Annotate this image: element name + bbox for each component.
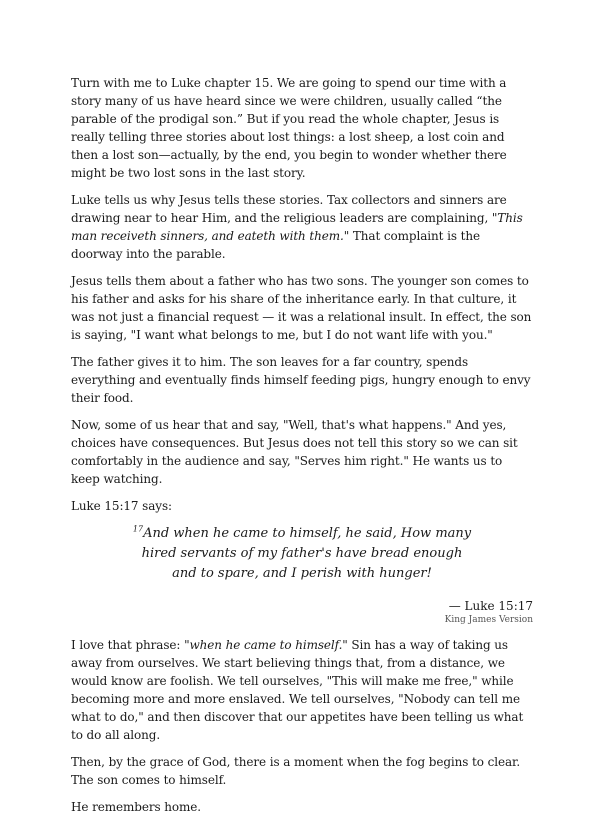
paragraph-verse-intro: Luke 15:17 says: (71, 499, 172, 513)
inline-quote: "This man receiveth sinners, and eateth with them." (71, 211, 523, 243)
paragraph-came-to-himself-text: I love that phrase: (71, 638, 185, 652)
inline-phrase-quote: "when he came to himself." (184, 638, 348, 652)
verse-reference: — Luke 15:17 (448, 599, 533, 613)
scripture-quote (71, 524, 533, 584)
paragraph-context-tail: That complaint is the doorway into the parable. (71, 229, 480, 261)
paragraph-far-country: The father gives it to him. The son leaves for a far country, spends everything and eventually finds himself feeding pigs, hungry enough to envy their food. (71, 355, 531, 405)
paragraph-home: He remembers home. (71, 800, 202, 814)
document-body (71, 74, 533, 825)
paragraph-context-text: Luke tells us why Jesus tells these stories. Tax collectors and sinners are drawing near to hear Him, and the religious leaders are complaining, (71, 193, 507, 225)
paragraph-two-sons: Jesus tells them about a father who has two sons. The younger son comes to his father and asks for his share of the inheritance early. In that culture, it was not just a financial request — it was a relational insult. In effect, the son is saying, "I want what belongs to me, but I do not want life with you." (71, 274, 532, 342)
paragraph-intro: Turn with me to Luke chapter 15. We are going to spend our time with a story many of us have heard since we were children, usually called “the parable of the prodigal son.” But if you read the whole chapter, Jesus is really telling three stories about lost things: a lost sheep, a lost coin and then a lost son—actually, by the end, you begin to wonder whether there might be two lost sons in the last story. (71, 76, 507, 180)
paragraph-came-to-himself-tail: Sin has a way of taking us away from ourselves. We start believing things that, from a distance, we would know are foolish. We tell ourselves, "This will make me free," while becoming more and more enslaved. We tell ourselves, "Nobody can tell me what to do," and then discover that our appetites have been telling us what to do all along. (71, 638, 524, 742)
bible-version: King James Version (444, 615, 533, 625)
verse-number: 17 (132, 524, 144, 534)
paragraph-came-to-himself (71, 636, 533, 744)
paragraph-grace: Then, by the grace of God, there is a moment when the fog begins to clear. The son comes to himself. (71, 755, 521, 787)
paragraph-consequences: Now, some of us hear that and say, "Well, that's what happens." And yes, choices have consequences. But Jesus does not tell this story so we can sit comfortably in the audience and say, "Serves him right." He wants us to keep watching. (71, 418, 518, 486)
paragraph-context (71, 191, 533, 263)
verse-text: And when he came to himself, he said, How many hired servants of my father's have bread enough and to spare, and I perish with hunger! (141, 526, 472, 581)
